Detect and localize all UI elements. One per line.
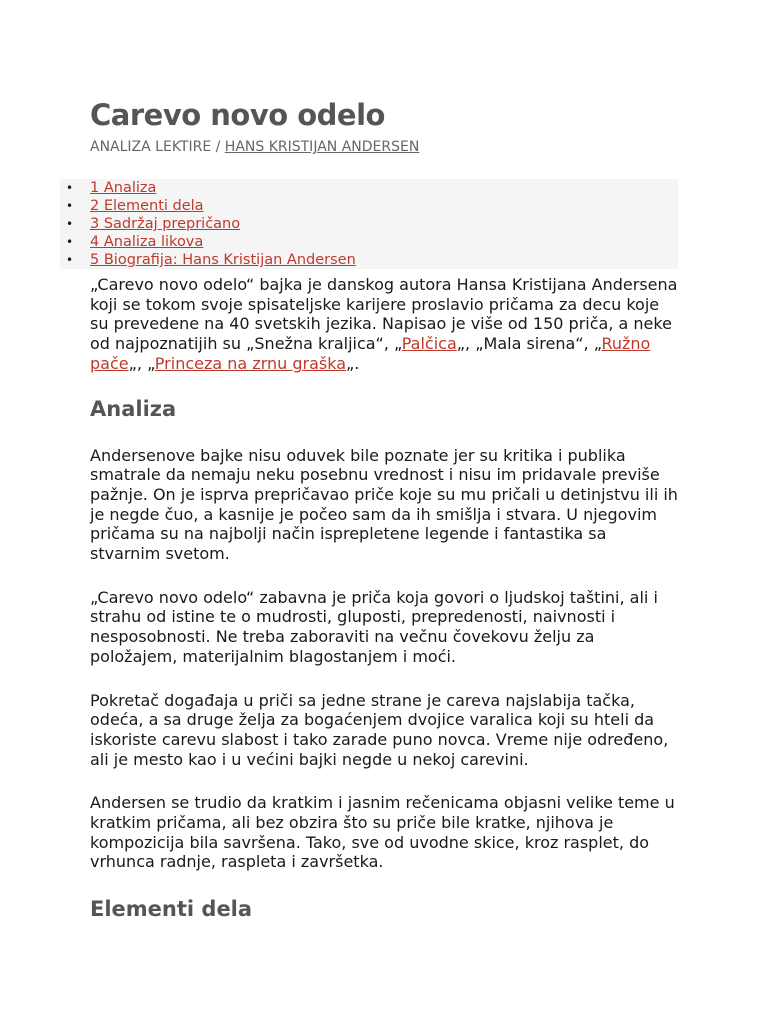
toc-link-elementi-dela[interactable]: 2 Elementi dela — [90, 198, 204, 214]
bullet-icon: • — [66, 199, 74, 213]
bullet-icon: • — [66, 181, 74, 195]
bullet-icon: • — [66, 235, 74, 249]
link-ruzno-pace[interactable]: Ružno pače — [90, 334, 651, 373]
toc-item-sadrzaj — [60, 215, 678, 233]
paragraph: Andersenove bajke nisu oduvek bile poznate jer su kritika i publika smatrale da nemaju neku posebnu vrednost i nisu im pridavale previše pažnje. On je isprva prepričavao priče koje su mu pričali u detinjstvu ili ih je negde čuo, a kasnije je počeo sam da ih smišlja i stvara. U njegovim pričama su na najbolji način isprepletene legende i fantastika sa stvarnim svetom. — [90, 445, 678, 564]
toc-link-sadrzaj[interactable]: 3 Sadržaj prepričano — [90, 216, 241, 232]
table-of-contents — [60, 179, 678, 269]
breadcrumb-category: ANALIZA LEKTIRE / — [90, 139, 225, 155]
toc-link-analiza[interactable]: 1 Analiza — [90, 180, 157, 196]
article-body — [90, 275, 680, 946]
section-heading-analiza: Analiza — [90, 396, 177, 421]
bullet-icon: • — [66, 217, 74, 231]
article-header — [90, 96, 680, 157]
toc-link-analiza-likova[interactable]: 4 Analiza likova — [90, 234, 204, 250]
breadcrumb-author-link[interactable]: HANS KRISTIJAN ANDERSEN — [224, 139, 420, 155]
bullet-icon: • — [66, 253, 74, 267]
toc-item-analiza — [60, 179, 678, 197]
toc-item-analiza-likova — [60, 233, 678, 251]
link-palcica[interactable]: Palčica — [401, 334, 457, 354]
section-heading-elementi-dela: Elementi dela — [90, 897, 253, 922]
toc-item-biografija — [60, 251, 678, 269]
paragraph: Pokretač događaja u priči sa jedne strane je careva najslabija tačka, odeća, a sa druge želja za bogaćenjem dvojice varalica koji su hteli da iskoriste carevu slabost i tako zarade puno novca. Vreme nije određeno, ali je mesto kao i u većini bajki negde u nekoj carevini. — [90, 690, 669, 769]
link-princeza-na-zrnu-graska[interactable]: Princeza na zrnu graška — [154, 353, 347, 373]
toc-link-biografija[interactable]: 5 Biografija: Hans Kristijan Andersen — [90, 252, 356, 268]
breadcrumb — [90, 137, 680, 157]
paragraph: Andersen se trudio da kratkim i jasnim rečenicama objasni velike teme u kratkim pričama, ali bez obzira što su priče bile kratke, njihova je kompozicija bila savršena. Tako, sve od uvodne skice, kroz rasplet, do vrhunca radnje, raspleta i završetka. — [90, 793, 675, 872]
toc-item-elementi-dela — [60, 197, 678, 215]
intro-paragraph: „Carevo novo odelo“ bajka je danskog autora Hansa Kristijana Andersena koji se tokom svoje spisateljske karijere proslavio pričama za decu koje su prevedene na 40 svetskih jezika. Napisao je više od 150 priča, a neke od najpoznatijih su „Snežna kraljica“, „Palčica„, „Mala sirena“, „Ružno pače„, „Princeza na zrnu graška„. — [90, 275, 678, 373]
page-title: Carevo novo odelo — [90, 98, 385, 132]
paragraph: „Carevo novo odelo“ zabavna je priča koja govori o ljudskoj taštini, ali i strahu od istine te o mudrosti, gluposti, prepredenosti, naivnosti i nesposobnosti. Ne treba zaboraviti na večnu čovekovu želju za položajem, materijalnim blagostanjem i moći. — [90, 587, 658, 666]
